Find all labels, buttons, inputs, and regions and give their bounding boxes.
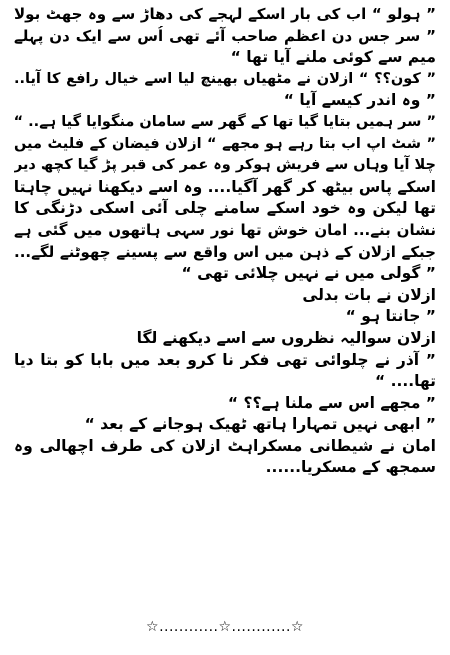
- text-line-11: نشان بنے... امان خوش تھا نور سہی ہاتھوں میں گئی ہے: [14, 220, 436, 239]
- text-line-12: جبکے ازلان کے ذہن میں اس واقع سے پسینے چھوٹنے لگے...: [14, 242, 436, 261]
- text-line-4: ” کون؟؟ “ ازلان نے مٹھیاں بھینچ لیا اسے خیال رافع کا آیا..: [14, 70, 436, 87]
- text-line-20: ” ابھی نہیں تمہارا ہاتھ ٹھیک ہوجانے کے بعد “: [84, 415, 436, 434]
- text-line-2: ” سر جس دن اعظم صاحب آئے تھی اُس سے ایک دن پہلے: [14, 26, 436, 45]
- text-line-7: ” شٹ اپ اب بتا رہے ہو مجھے “ ازلان فیضان کے فلیٹ میں: [14, 135, 436, 152]
- text-line-15: ” جانتا ہو “: [345, 307, 436, 326]
- text-line-22: سمجھ کے مسکریا......: [265, 458, 436, 477]
- text-line-1: ” ہولو “ اب کی بار اسکے لہجے کی دھاڑ سے وہ جھٹ بولا: [14, 5, 436, 23]
- text-line-19: ” مجھے اس سے ملنا ہے؟؟ “: [227, 393, 436, 412]
- star-separator: ☆............☆............☆: [146, 619, 304, 635]
- text-line-3: میم سے کوئی ملنے آیا تھا “: [230, 48, 436, 67]
- text-line-17: ” آذر نے چلوائی تھی فکر نا کرو بعد میں بابا کو بتا دیا: [14, 350, 436, 369]
- text-line-8: چلا آیا وہاں سے فریش ہوکر وہ عمر کی قبر پڑ گیا کچھ دیر: [14, 157, 436, 174]
- text-line-9: اسکے پاس بیٹھ کر گھر آگیا.... وہ اسے دیکھنا نہیں چاہتا: [14, 177, 436, 196]
- text-line-6: ” سر ہمیں بتایا گیا تھا کے گھر سے سامان منگوایا گیا ہے.. “: [14, 113, 436, 130]
- text-line-16: ازلان سوالیہ نظروں سے اسے دیکھنے لگا: [136, 328, 436, 347]
- text-line-14: ازلان نے بات بدلی: [302, 285, 436, 304]
- text-line-5: ” وہ اندر کیسے آیا “: [283, 91, 436, 110]
- text-line-21: امان نے شیطانی مسکراہٹ ازلان کی طرف اچھالی وہ: [14, 436, 436, 455]
- story-text: [14, 4, 436, 479]
- text-line-13: ” گولی میں نے نہیں چلائی تھی “: [181, 264, 436, 283]
- text-line-18: تھا.... “: [374, 372, 436, 391]
- text-line-10: تھا لیکن وہ خود اسکے سامنے چلی آئی اسکی دڑنگی کا: [14, 199, 436, 218]
